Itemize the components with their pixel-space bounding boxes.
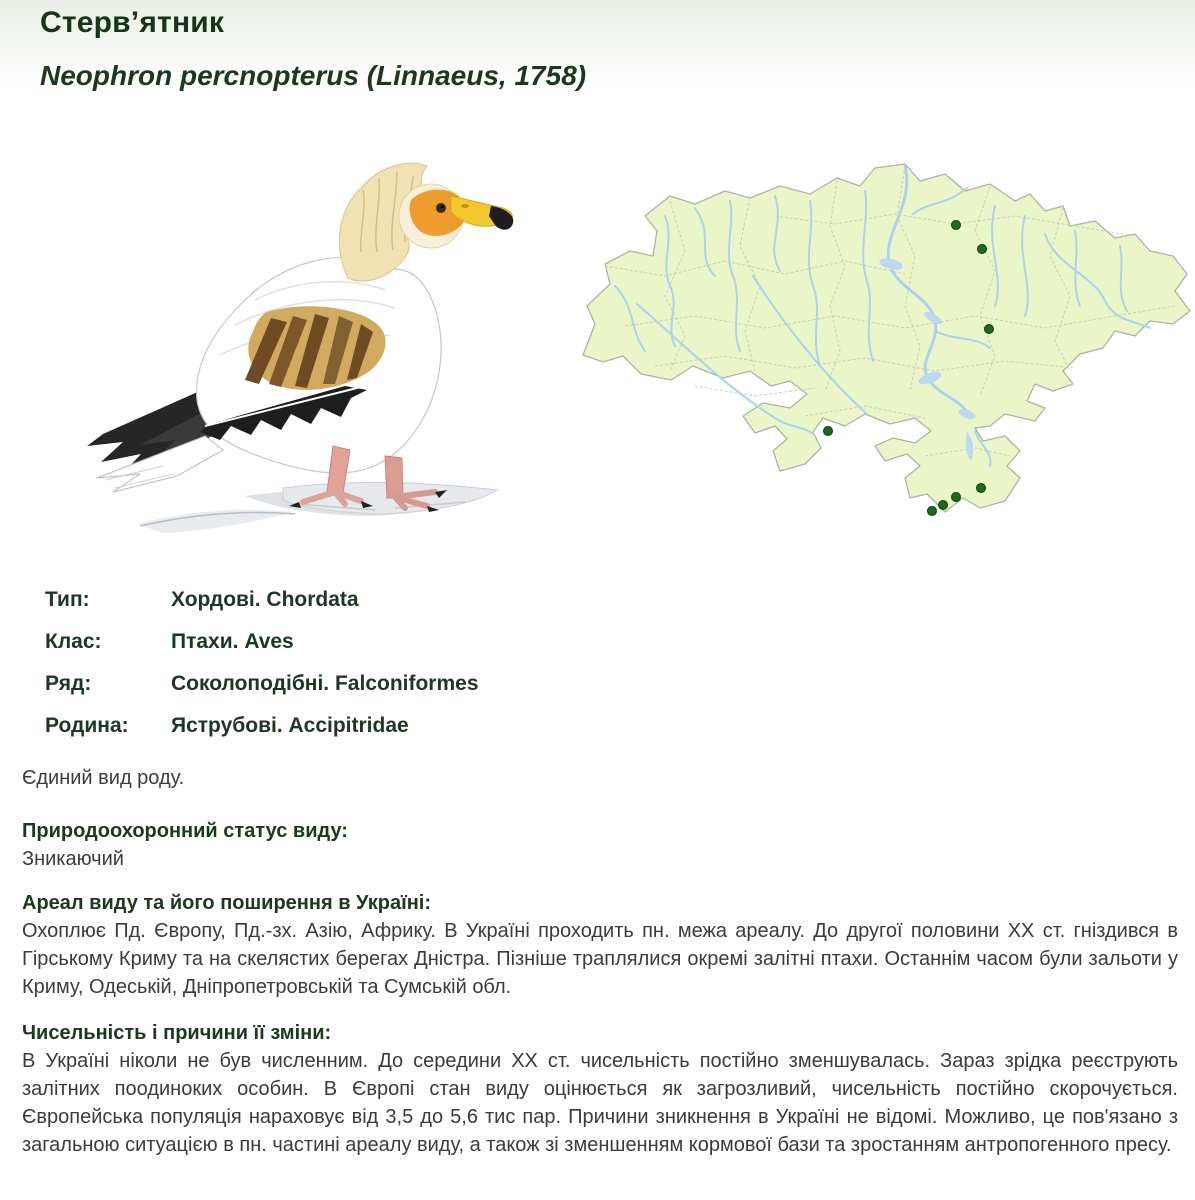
taxonomy-label: Тип: bbox=[45, 588, 90, 611]
numbers-paragraph: В Україні ніколи не був численним. До середини XX ст. чисельність постійно зменшувалась. Зараз зрідка реєструють залітних поодиноких особин. В Європі стан виду оцінюється як загрозливий, чисельність постійно скорочується. Європейська популяція нараховує від 3,5 до 5,6 тис пар. Причини зникнення в Україні не відомі. Можливо, це пов'язано з загальною ситуацією в пн. частині ареалу виду, а також зі зменшенням кормової бази та зростанням антропогенного пресу. bbox=[22, 1050, 1178, 1156]
taxonomy-value: Соколоподібні. Falconiformes bbox=[171, 672, 479, 695]
taxonomy-row-family bbox=[45, 714, 745, 756]
egyptian-vulture-drawing bbox=[45, 140, 530, 540]
range-paragraph: Охоплює Пд. Європу, Пд.-зх. Азію, Африку. В Україні проходить пн. межа ареалу. До другої половини XX ст. гніздився в Гірському Криму та на скелястих берегах Дністра. Пізніше траплялися окремі залітні птахи. Останнім часом були зальоти у Криму, Одеській, Дніпропетровській та Сумській обл. bbox=[22, 920, 1178, 998]
taxonomy-value: Яструбові. Accipitridae bbox=[171, 714, 409, 737]
taxonomy-row-class bbox=[45, 630, 745, 672]
taxonomy-label: Ряд: bbox=[45, 672, 92, 695]
taxonomy-table bbox=[45, 588, 745, 756]
ukraine-range-map bbox=[575, 156, 1195, 538]
range-heading: Ареал виду та його поширення в Україні: bbox=[22, 892, 431, 914]
scientific-name: Neophron percnopterus (Linnaeus, 1758) bbox=[40, 60, 587, 91]
taxonomy-row-order bbox=[45, 672, 745, 714]
taxonomy-label: Клас: bbox=[45, 630, 102, 653]
ukraine-map-svg bbox=[575, 156, 1195, 538]
taxonomy-value: Хордові. Chordata bbox=[171, 588, 359, 611]
page-title: Стерв’ятник bbox=[40, 6, 225, 39]
taxonomy-label: Родина: bbox=[45, 714, 129, 737]
taxonomy-value: Птахи. Aves bbox=[171, 630, 294, 653]
status-value: Зникаючий bbox=[22, 848, 124, 870]
status-heading: Природоохоронний статус виду: bbox=[22, 820, 348, 842]
taxonomy-row-type bbox=[45, 588, 745, 630]
article-body bbox=[22, 764, 1178, 1159]
genus-note: Єдиний вид роду. bbox=[22, 767, 185, 789]
bird-illustration bbox=[45, 140, 530, 540]
numbers-heading: Чисельність і причини її зміни: bbox=[22, 1022, 332, 1044]
